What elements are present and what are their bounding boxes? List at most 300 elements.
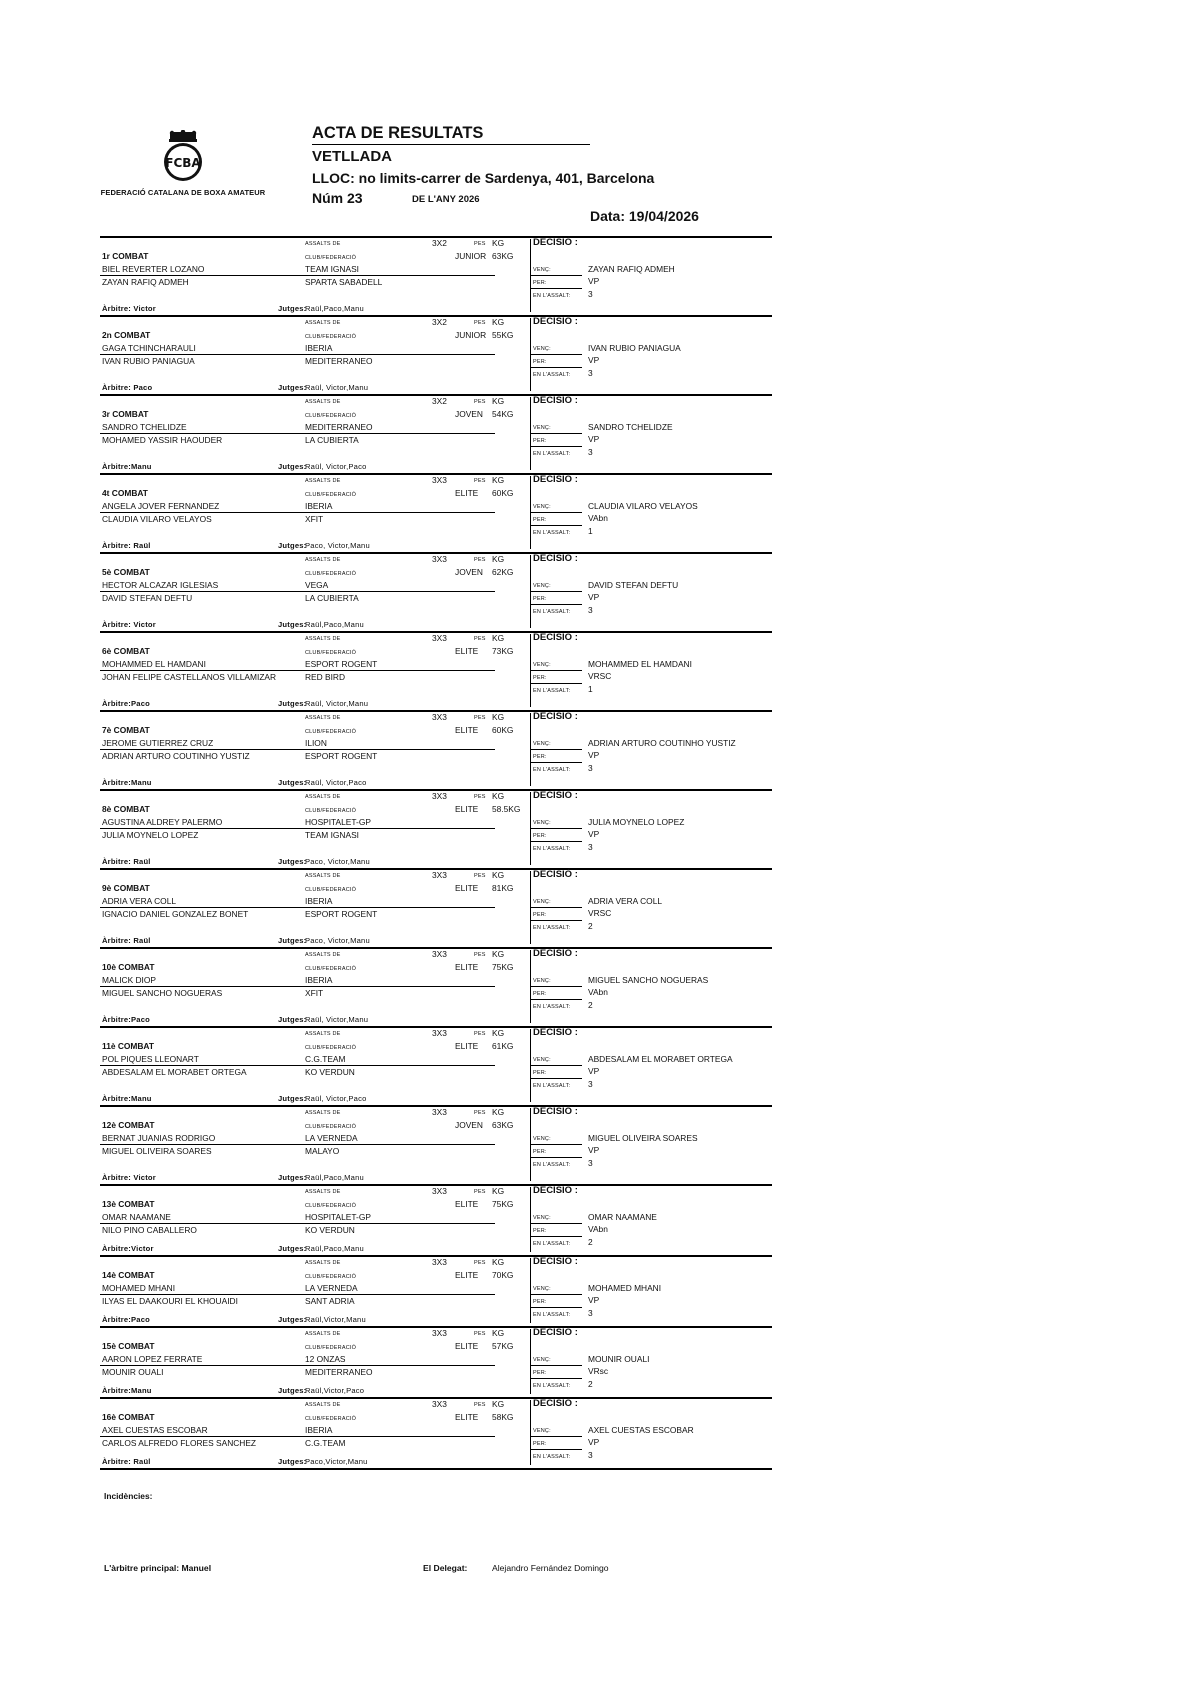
boxer-1-underline	[100, 1436, 322, 1437]
club-1-underline	[305, 986, 495, 987]
decisio-label: DECISIÓ :	[533, 1327, 578, 1338]
kg-label: KG	[492, 1399, 505, 1409]
judges-label: Jutges:	[278, 1315, 307, 1324]
decision-divider	[530, 288, 582, 289]
category-value: JUNIOR	[455, 251, 487, 261]
club-1-underline	[305, 275, 495, 276]
combat-block	[100, 396, 772, 475]
combat-title: 12è COMBAT	[102, 1120, 155, 1130]
assalts-label: ASSALTS DE	[305, 794, 341, 800]
combat-block	[100, 870, 772, 949]
judges-label: Jutges:	[278, 1094, 307, 1103]
boxer-1-name: BERNAT JUANIAS RODRIGO	[102, 1133, 216, 1143]
boxer-2-name: NILO PINO CABALLERO	[102, 1225, 197, 1235]
decision-divider	[530, 670, 582, 671]
decision-column-line	[530, 318, 531, 391]
decision-column-line	[530, 950, 531, 1023]
assalt-label: EN L'ASSALT:	[533, 372, 571, 378]
judges-list: Raül, Victor,Paco	[305, 462, 367, 471]
decision-method: VP	[588, 434, 600, 444]
decision-divider	[530, 986, 582, 987]
page-title: ACTA DE RESULTATS	[312, 124, 590, 145]
weight-value: 57KG	[492, 1341, 514, 1351]
decision-divider	[530, 920, 582, 921]
kg-label: KG	[492, 1328, 505, 1338]
club-1-underline	[305, 1144, 495, 1145]
boxer-2-club: SANT ADRIA	[305, 1296, 355, 1306]
boxer-2-club: LA CUBIERTA	[305, 435, 359, 445]
venc-label: VENÇ:	[533, 1215, 551, 1221]
assalts-value: 3X3	[432, 870, 447, 880]
pes-label: PES	[474, 952, 486, 958]
referee: Àrbitre:Paco	[102, 699, 150, 708]
boxer-2-name: MOHAMED YASSIR HAOUDER	[102, 435, 223, 445]
winner-name: ABDESALAM EL MORABET ORTEGA	[588, 1054, 733, 1064]
weight-value: 70KG	[492, 1270, 514, 1280]
decision-column-line	[530, 239, 531, 312]
club-1-underline	[305, 591, 495, 592]
decisio-label: DECISIÓ :	[533, 711, 578, 722]
decision-round: 1	[588, 684, 593, 694]
winner-name: IVAN RUBIO PANIAGUA	[588, 343, 681, 353]
boxer-2-name: ADRIAN ARTURO COUTINHO YUSTIZ	[102, 751, 250, 761]
pes-label: PES	[474, 1331, 486, 1337]
per-label: PER:	[533, 517, 547, 523]
event-location: LLOC: no limits-carrer de Sardenya, 401, Barcelona	[312, 170, 655, 186]
referee: Àrbitre: Raül	[102, 541, 151, 550]
boxer-1-underline	[100, 354, 322, 355]
boxer-1-club: C.G.TEAM	[305, 1054, 346, 1064]
weight-value: 63KG	[492, 251, 514, 261]
decisio-label: DECISIÓ :	[533, 1106, 578, 1117]
boxer-1-club: MEDITERRANEO	[305, 422, 373, 432]
venc-label: VENÇ:	[533, 1428, 551, 1434]
judges-label: Jutges:	[278, 383, 307, 392]
kg-label: KG	[492, 317, 505, 327]
boxer-1-underline	[100, 907, 322, 908]
judges-list: Raül,Paco,Manu	[305, 1173, 364, 1182]
category-value: ELITE	[455, 488, 479, 498]
venc-label: VENÇ:	[533, 583, 551, 589]
decision-divider	[530, 828, 582, 829]
boxer-1-underline	[100, 670, 322, 671]
assalts-label: ASSALTS DE	[305, 1031, 341, 1037]
decision-round: 3	[588, 447, 593, 457]
kg-label: KG	[492, 1028, 505, 1038]
combat-block	[100, 554, 772, 633]
assalts-value: 3X3	[432, 475, 447, 485]
decision-divider	[530, 446, 582, 447]
incidencies-label: Incidències:	[104, 1491, 153, 1501]
club-1-underline	[305, 433, 495, 434]
assalts-label: ASSALTS DE	[305, 636, 341, 642]
per-label: PER:	[533, 833, 547, 839]
decision-column-line	[530, 792, 531, 865]
pes-label: PES	[474, 1402, 486, 1408]
decisio-label: DECISIÓ :	[533, 1185, 578, 1196]
club-label: CLUB/FEDERACIÓ	[305, 808, 357, 814]
assalts-label: ASSALTS DE	[305, 557, 341, 563]
decision-method: VP	[588, 276, 600, 286]
winner-name: ZAYAN RAFIQ ADMEH	[588, 264, 675, 274]
winner-name: MOHAMMED EL HAMDANI	[588, 659, 692, 669]
boxer-1-club: IBERIA	[305, 1425, 333, 1435]
decision-divider	[530, 683, 582, 684]
judges-list: Raül,Victor,Paco	[305, 1386, 365, 1395]
decision-divider	[530, 591, 582, 592]
venc-label: VENÇ:	[533, 741, 551, 747]
decisio-label: DECISIÓ :	[533, 1398, 578, 1409]
assalt-label: EN L'ASSALT:	[533, 1004, 571, 1010]
boxer-1-name: GAGA TCHINCHARAULI	[102, 343, 196, 353]
winner-name: MOHAMED MHANI	[588, 1283, 662, 1293]
boxer-2-club: MEDITERRANEO	[305, 1367, 373, 1377]
club-1-underline	[305, 354, 495, 355]
decision-column-line	[530, 713, 531, 786]
decision-divider	[530, 1365, 582, 1366]
boxer-1-underline	[100, 433, 322, 434]
referee: Àrbitre: Raül	[102, 857, 151, 866]
decisio-label: DECISIÓ :	[533, 553, 578, 564]
weight-value: 54KG	[492, 409, 514, 419]
assalts-label: ASSALTS DE	[305, 399, 341, 405]
club-label: CLUB/FEDERACIÓ	[305, 334, 357, 340]
judges-list: Paco, Victor,Manu	[305, 541, 370, 550]
boxer-2-club: KO VERDUN	[305, 1067, 355, 1077]
per-label: PER:	[533, 1370, 547, 1376]
category-value: ELITE	[455, 1041, 479, 1051]
assalt-label: EN L'ASSALT:	[533, 293, 571, 299]
boxer-2-name: IVAN RUBIO PANIAGUA	[102, 356, 195, 366]
decision-column-line	[530, 397, 531, 470]
decision-column-line	[530, 634, 531, 707]
boxer-1-club: 12 ONZAS	[305, 1354, 346, 1364]
weight-value: 75KG	[492, 1199, 514, 1209]
delegate-name: Alejandro Fernández Domingo	[492, 1563, 609, 1573]
venc-label: VENÇ:	[533, 504, 551, 510]
club-1-underline	[305, 828, 495, 829]
assalt-label: EN L'ASSALT:	[533, 451, 571, 457]
weight-value: 75KG	[492, 962, 514, 972]
combat-list	[100, 238, 772, 1470]
boxer-2-name: MIGUEL OLIVEIRA SOARES	[102, 1146, 212, 1156]
assalts-value: 3X2	[432, 317, 447, 327]
pes-label: PES	[474, 715, 486, 721]
pes-label: PES	[474, 478, 486, 484]
combat-title: 15è COMBAT	[102, 1341, 155, 1351]
judges-label: Jutges:	[278, 1457, 307, 1466]
kg-label: KG	[492, 554, 505, 564]
assalts-label: ASSALTS DE	[305, 1260, 341, 1266]
per-label: PER:	[533, 991, 547, 997]
boxer-2-name: JOHAN FELIPE CASTELLANOS VILLAMIZAR	[102, 672, 277, 682]
assalts-value: 3X3	[432, 712, 447, 722]
per-label: PER:	[533, 1149, 547, 1155]
delegate-label: El Delegat:	[423, 1563, 468, 1573]
decision-method: VAbn	[588, 513, 608, 523]
per-label: PER:	[533, 754, 547, 760]
per-label: PER:	[533, 1441, 547, 1447]
weight-value: 62KG	[492, 567, 514, 577]
club-1-underline	[305, 1436, 495, 1437]
pes-label: PES	[474, 1031, 486, 1037]
club-label: CLUB/FEDERACIÓ	[305, 650, 357, 656]
decision-method: VP	[588, 1295, 600, 1305]
club-1-underline	[305, 749, 495, 750]
event-number: Núm 23	[312, 190, 363, 206]
referee: Àrbitre:Paco	[102, 1015, 150, 1024]
decision-round: 3	[588, 842, 593, 852]
boxer-1-club: IBERIA	[305, 501, 333, 511]
club-1-underline	[305, 1223, 495, 1224]
judges-label: Jutges:	[278, 699, 307, 708]
combat-title: 7è COMBAT	[102, 725, 150, 735]
venc-label: VENÇ:	[533, 662, 551, 668]
boxer-2-club: ESPORT ROGENT	[305, 909, 378, 919]
judges-label: Jutges:	[278, 1015, 307, 1024]
decision-round: 3	[588, 289, 593, 299]
boxer-1-name: AXEL CUESTAS ESCOBAR	[102, 1425, 208, 1435]
pes-label: PES	[474, 636, 486, 642]
per-label: PER:	[533, 359, 547, 365]
boxer-1-club: ILION	[305, 738, 327, 748]
assalts-label: ASSALTS DE	[305, 1331, 341, 1337]
judges-list: Paco, Victor,Manu	[305, 936, 370, 945]
boxer-2-club: SPARTA SABADELL	[305, 277, 383, 287]
club-label: CLUB/FEDERACIÓ	[305, 571, 357, 577]
combat-block	[100, 633, 772, 712]
decision-method: VP	[588, 355, 600, 365]
decision-round: 2	[588, 1237, 593, 1247]
decision-method: VP	[588, 1066, 600, 1076]
kg-label: KG	[492, 633, 505, 643]
combat-block	[100, 317, 772, 396]
category-value: JOVEN	[455, 567, 483, 577]
judges-list: Paco,Victor,Manu	[305, 1457, 368, 1466]
judges-label: Jutges:	[278, 1173, 307, 1182]
kg-label: KG	[492, 791, 505, 801]
assalts-label: ASSALTS DE	[305, 1189, 341, 1195]
decision-round: 2	[588, 1379, 593, 1389]
boxer-1-underline	[100, 828, 322, 829]
combat-block	[100, 949, 772, 1028]
boxer-1-club: ESPORT ROGENT	[305, 659, 378, 669]
boxer-2-name: DAVID STEFAN DEFTU	[102, 593, 193, 603]
decision-method: VRSC	[588, 671, 612, 681]
pes-label: PES	[474, 1260, 486, 1266]
decisio-label: DECISIÓ :	[533, 869, 578, 880]
assalts-value: 3X3	[432, 633, 447, 643]
svg-text:FCBA: FCBA	[165, 156, 201, 170]
assalt-label: EN L'ASSALT:	[533, 688, 571, 694]
combat-title: 9è COMBAT	[102, 883, 150, 893]
combat-title: 1r COMBAT	[102, 251, 149, 261]
decision-round: 3	[588, 1158, 593, 1168]
decision-divider	[530, 275, 582, 276]
pes-label: PES	[474, 794, 486, 800]
decisio-label: DECISIÓ :	[533, 1256, 578, 1267]
judges-list: Raül, Victor,Manu	[305, 699, 369, 708]
boxer-2-club: TEAM IGNASI	[305, 830, 359, 840]
decisio-label: DECISIÓ :	[533, 395, 578, 406]
decision-round: 2	[588, 1000, 593, 1010]
winner-name: OMAR NAAMANE	[588, 1212, 657, 1222]
decision-method: VAbn	[588, 987, 608, 997]
combat-title: 10è COMBAT	[102, 962, 155, 972]
club-label: CLUB/FEDERACIÓ	[305, 413, 357, 419]
assalt-label: EN L'ASSALT:	[533, 925, 571, 931]
assalt-label: EN L'ASSALT:	[533, 1312, 571, 1318]
combat-title: 3r COMBAT	[102, 409, 149, 419]
federation-logo	[98, 130, 268, 197]
boxer-1-club: VEGA	[305, 580, 329, 590]
boxer-2-club: XFIT	[305, 988, 324, 998]
boxer-2-name: IGNACIO DANIEL GONZALEZ BONET	[102, 909, 249, 919]
club-label: CLUB/FEDERACIÓ	[305, 255, 357, 261]
per-label: PER:	[533, 1228, 547, 1234]
assalt-label: EN L'ASSALT:	[533, 767, 571, 773]
decision-divider	[530, 1144, 582, 1145]
boxer-2-club: C.G.TEAM	[305, 1438, 346, 1448]
combat-title: 16è COMBAT	[102, 1412, 155, 1422]
decisio-label: DECISIÓ :	[533, 474, 578, 485]
combat-title: 13è COMBAT	[102, 1199, 155, 1209]
weight-value: 60KG	[492, 488, 514, 498]
boxer-1-name: JEROME GUTIERREZ CRUZ	[102, 738, 214, 748]
boxer-1-name: MOHAMED MHANI	[102, 1283, 176, 1293]
weight-value: 73KG	[492, 646, 514, 656]
category-value: JUNIOR	[455, 330, 487, 340]
boxer-1-underline	[100, 1223, 322, 1224]
category-value: ELITE	[455, 1412, 479, 1422]
assalts-value: 3X2	[432, 238, 447, 248]
club-label: CLUB/FEDERACIÓ	[305, 966, 357, 972]
decision-divider	[530, 512, 582, 513]
venc-label: VENÇ:	[533, 899, 551, 905]
referee: Àrbitre:Manu	[102, 1386, 152, 1395]
winner-name: MOUNIR OUALI	[588, 1354, 650, 1364]
winner-name: ADRIAN ARTURO COUTINHO YUSTIZ	[588, 738, 736, 748]
judges-label: Jutges:	[278, 462, 307, 471]
decision-divider	[530, 525, 582, 526]
club-1-underline	[305, 670, 495, 671]
decision-divider	[530, 1436, 582, 1437]
referee: Àrbitre: Paco	[102, 383, 153, 392]
pes-label: PES	[474, 320, 486, 326]
judges-label: Jutges:	[278, 304, 307, 313]
combat-block	[100, 238, 772, 317]
assalts-label: ASSALTS DE	[305, 952, 341, 958]
boxer-1-name: ADRIA VERA COLL	[102, 896, 177, 906]
boxer-1-name: ANGELA JOVER FERNANDEZ	[102, 501, 220, 511]
boxer-2-club: KO VERDUN	[305, 1225, 355, 1235]
boxer-2-name: ZAYAN RAFIQ ADMEH	[102, 277, 189, 287]
decision-column-line	[530, 1029, 531, 1102]
club-1-underline	[305, 1294, 495, 1295]
kg-label: KG	[492, 238, 505, 248]
combat-title: 4t COMBAT	[102, 488, 148, 498]
decision-divider	[530, 1065, 582, 1066]
decision-column-line	[530, 1258, 531, 1323]
decision-column-line	[530, 555, 531, 628]
boxer-2-name: CARLOS ALFREDO FLORES SANCHEZ	[102, 1438, 257, 1448]
club-1-underline	[305, 512, 495, 513]
assalts-label: ASSALTS DE	[305, 320, 341, 326]
assalts-label: ASSALTS DE	[305, 478, 341, 484]
referee: Àrbitre: Raül	[102, 1457, 151, 1466]
winner-name: ADRIA VERA COLL	[588, 896, 663, 906]
assalt-label: EN L'ASSALT:	[533, 1241, 571, 1247]
assalt-label: EN L'ASSALT:	[533, 530, 571, 536]
boxer-1-underline	[100, 1065, 322, 1066]
boxer-2-club: LA CUBIERTA	[305, 593, 359, 603]
club-label: CLUB/FEDERACIÓ	[305, 1045, 357, 1051]
combat-block	[100, 1328, 772, 1399]
decision-divider	[530, 1236, 582, 1237]
decision-column-line	[530, 871, 531, 944]
club-label: CLUB/FEDERACIÓ	[305, 887, 357, 893]
decision-divider	[530, 762, 582, 763]
boxer-2-name: MIGUEL SANCHO NOGUERAS	[102, 988, 223, 998]
combat-block	[100, 712, 772, 791]
decision-divider	[530, 999, 582, 1000]
judges-list: Raül, Victor,Paco	[305, 778, 367, 787]
decision-column-line	[530, 476, 531, 549]
assalt-label: EN L'ASSALT:	[533, 609, 571, 615]
decision-column-line	[530, 1187, 531, 1252]
decisio-label: DECISIÓ :	[533, 948, 578, 959]
combat-title: 14è COMBAT	[102, 1270, 155, 1280]
referee: Àrbitre: Raül	[102, 936, 151, 945]
category-value: ELITE	[455, 962, 479, 972]
per-label: PER:	[533, 280, 547, 286]
boxer-2-name: ILYAS EL DAAKOURI EL KHOUAIDI	[102, 1296, 238, 1306]
combat-title: 2n COMBAT	[102, 330, 151, 340]
decision-method: VP	[588, 750, 600, 760]
judges-list: Raül, Victor,Manu	[305, 1015, 369, 1024]
decision-divider	[530, 1307, 582, 1308]
decision-round: 2	[588, 921, 593, 931]
boxer-1-name: HECTOR ALCAZAR IGLESIAS	[102, 580, 219, 590]
assalt-label: EN L'ASSALT:	[533, 1083, 571, 1089]
event-year: DE L'ANY 2026	[412, 194, 480, 205]
principal-referee: L'àrbitre principal: Manuel	[104, 1563, 212, 1573]
combat-block	[100, 1028, 772, 1107]
category-value: ELITE	[455, 646, 479, 656]
judges-list: Raül,Paco,Manu	[305, 1244, 364, 1253]
winner-name: JULIA MOYNELO LOPEZ	[588, 817, 685, 827]
assalts-value: 3X3	[432, 1399, 447, 1409]
boxer-1-underline	[100, 1294, 322, 1295]
weight-value: 58.5KG	[492, 804, 521, 814]
weight-value: 81KG	[492, 883, 514, 893]
kg-label: KG	[492, 396, 505, 406]
boxer-1-underline	[100, 591, 322, 592]
boxer-1-club: LA VERNEDA	[305, 1133, 358, 1143]
boxer-1-underline	[100, 1365, 322, 1366]
club-label: CLUB/FEDERACIÓ	[305, 1203, 357, 1209]
assalts-value: 3X3	[432, 1028, 447, 1038]
venc-label: VENÇ:	[533, 267, 551, 273]
pes-label: PES	[474, 1110, 486, 1116]
boxer-1-name: BIEL REVERTER LOZANO	[102, 264, 205, 274]
decision-method: VP	[588, 1145, 600, 1155]
assalts-value: 3X3	[432, 791, 447, 801]
venc-label: VENÇ:	[533, 425, 551, 431]
decisio-label: DECISIÓ :	[533, 237, 578, 248]
combat-block	[100, 1257, 772, 1328]
referee: Àrbitre:Paco	[102, 1315, 150, 1324]
